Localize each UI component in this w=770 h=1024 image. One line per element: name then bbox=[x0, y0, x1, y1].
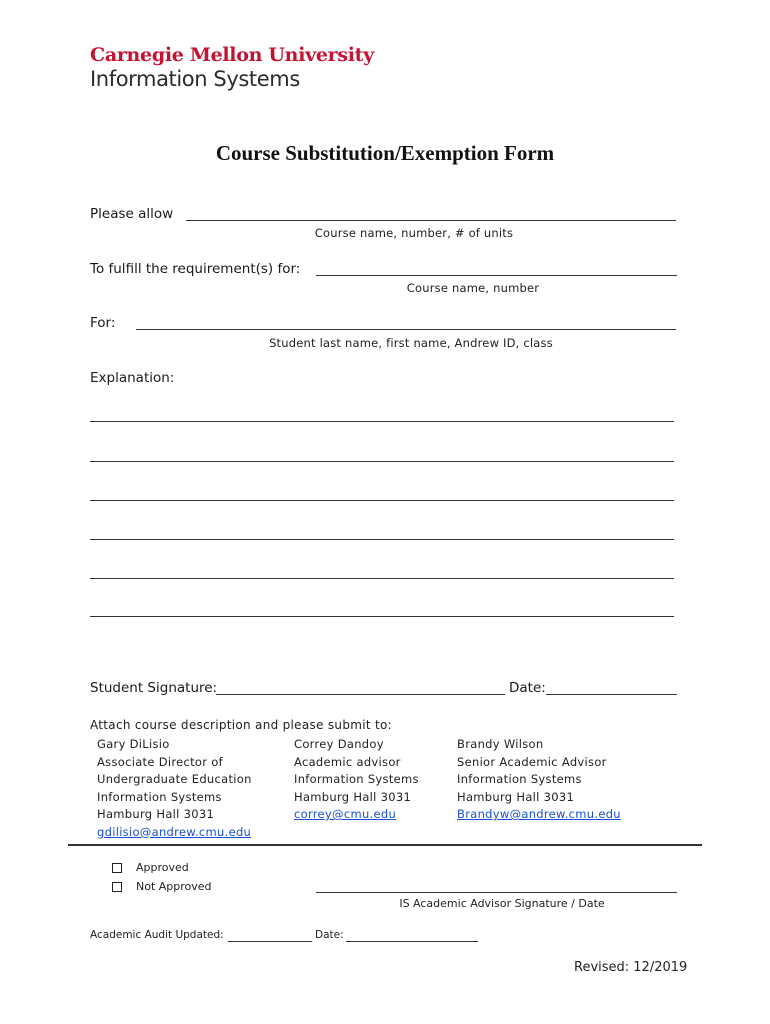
department-name: Information Systems bbox=[90, 67, 300, 91]
contact-correy bbox=[294, 736, 419, 824]
explanation-line[interactable] bbox=[90, 578, 674, 579]
revised-date: Revised: 12/2019 bbox=[574, 960, 688, 975]
contact-title: Academic advisor bbox=[294, 754, 401, 769]
contact-office: Hamburg Hall 3031 bbox=[97, 807, 215, 821]
contact-name: Brandy Wilson bbox=[457, 737, 544, 751]
not-approved-checkbox[interactable] bbox=[112, 882, 122, 892]
contact-office: Hamburg Hall 3031 bbox=[457, 789, 575, 804]
contact-name: Correy Dandoy bbox=[294, 737, 384, 751]
contact-title: Associate Director of bbox=[97, 754, 223, 769]
section-divider bbox=[68, 844, 702, 846]
contact-department: Information Systems bbox=[457, 772, 582, 786]
contact-office: Hamburg Hall 3031 bbox=[294, 789, 412, 804]
brandy-email-link[interactable]: Brandyw@andrew.cmu.edu bbox=[457, 807, 621, 821]
please-allow-label: Please allow bbox=[90, 206, 174, 222]
student-info-caption: Student last name, first name, Andrew ID, class bbox=[269, 336, 553, 350]
explanation-line[interactable] bbox=[90, 461, 674, 462]
date-label: Date: bbox=[509, 680, 546, 696]
submit-instructions: Attach course description and please submit to: bbox=[90, 718, 392, 732]
course-name-caption: Course name, number, # of units bbox=[314, 226, 514, 240]
audit-input[interactable] bbox=[228, 941, 312, 942]
audit-date-label: Date: bbox=[315, 929, 344, 941]
explanation-label: Explanation: bbox=[90, 370, 175, 386]
explanation-line[interactable] bbox=[90, 421, 674, 422]
requirement-input[interactable] bbox=[316, 275, 677, 276]
contact-name: Gary DiLisio bbox=[97, 737, 170, 751]
requirement-caption: Course name, number bbox=[406, 281, 540, 295]
form-title: Course Substitution/Exemption Form bbox=[215, 141, 555, 165]
student-signature-label: Student Signature: bbox=[90, 680, 218, 696]
correy-email-link[interactable]: correy@cmu.edu bbox=[294, 807, 397, 821]
advisor-signature-caption: IS Academic Advisor Signature / Date bbox=[399, 897, 605, 910]
contact-brandy bbox=[457, 736, 621, 824]
contact-department: Information Systems bbox=[294, 772, 419, 786]
not-approved-label: Not Approved bbox=[136, 880, 212, 893]
approved-label: Approved bbox=[136, 861, 189, 874]
advisor-signature-input[interactable] bbox=[316, 892, 677, 893]
explanation-line[interactable] bbox=[90, 500, 674, 501]
student-signature-input[interactable] bbox=[216, 694, 505, 695]
contact-gary bbox=[97, 736, 252, 841]
course-name-input[interactable] bbox=[186, 220, 676, 221]
audit-label: Academic Audit Updated: bbox=[90, 929, 224, 941]
fulfill-label: To fulfill the requirement(s) for: bbox=[90, 261, 301, 277]
contact-title: Senior Academic Advisor bbox=[457, 754, 607, 769]
gary-email-link[interactable]: gdilisio@andrew.cmu.edu bbox=[97, 824, 252, 839]
signature-date-input[interactable] bbox=[546, 694, 677, 695]
cmu-logo-text: Carnegie Mellon University bbox=[90, 44, 374, 66]
explanation-line[interactable] bbox=[90, 616, 674, 617]
contact-department: Information Systems bbox=[97, 789, 222, 804]
explanation-line[interactable] bbox=[90, 539, 674, 540]
approved-checkbox[interactable] bbox=[112, 863, 122, 873]
audit-date-input[interactable] bbox=[346, 941, 478, 942]
contact-title: Undergraduate Education bbox=[97, 772, 252, 786]
student-info-input[interactable] bbox=[136, 329, 676, 330]
for-label: For: bbox=[90, 315, 116, 331]
